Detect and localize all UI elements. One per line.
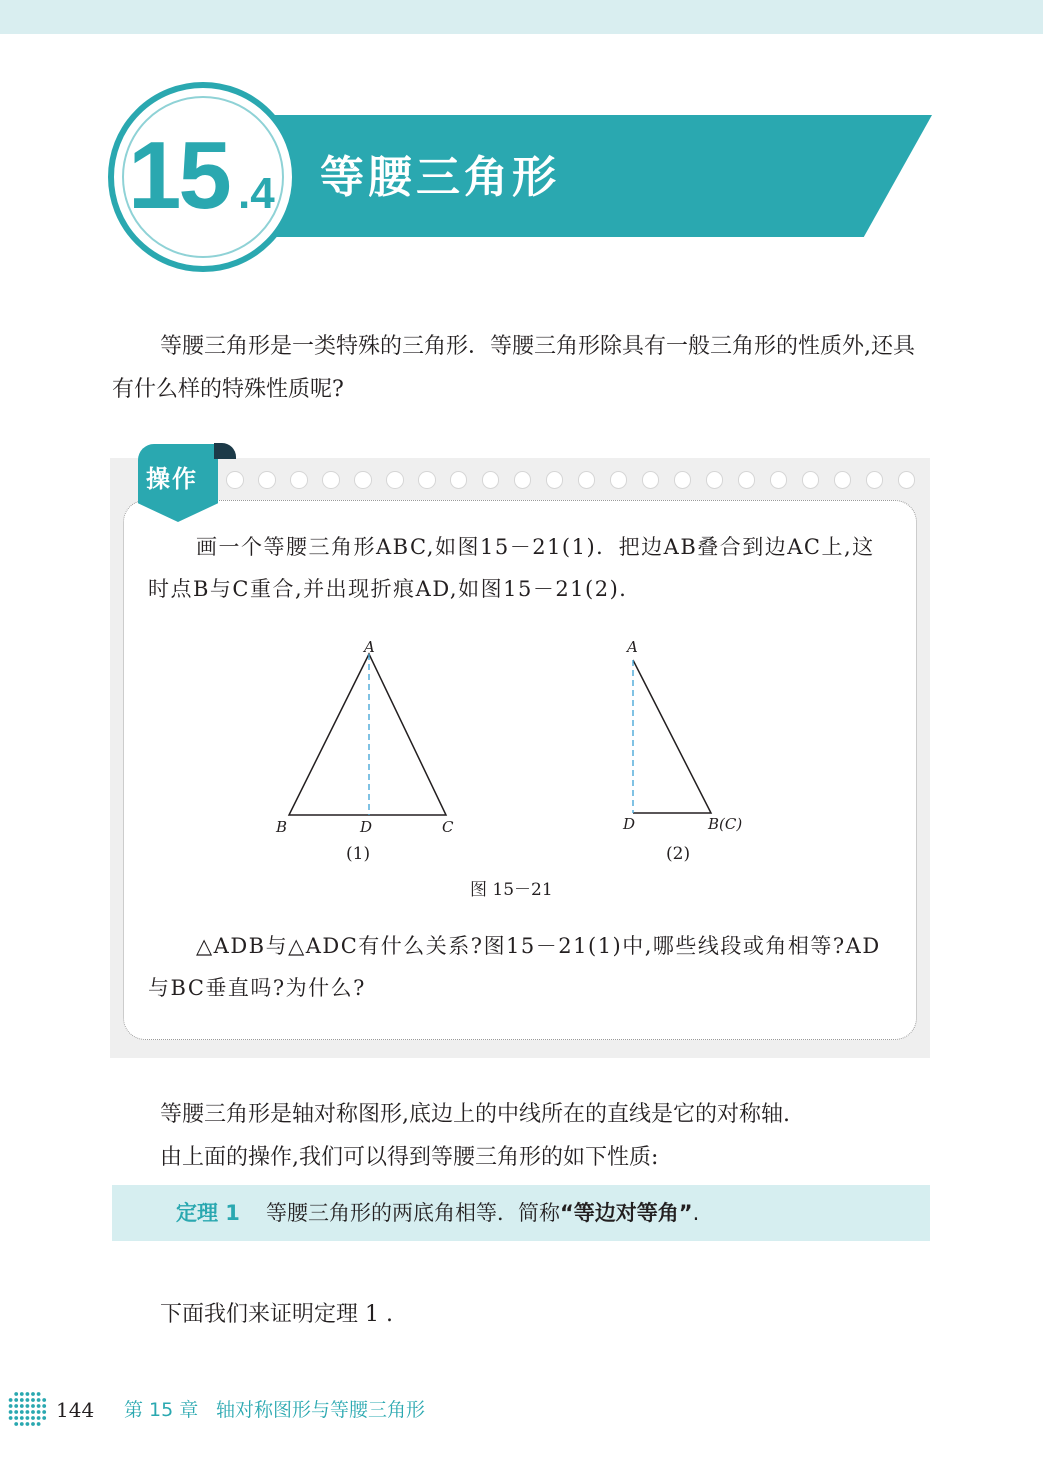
notebook-hole	[770, 471, 788, 489]
footer-dot	[26, 1404, 30, 1408]
theorem-short-name: “等边对等角”	[560, 1201, 693, 1225]
label-right-d: D	[623, 815, 636, 833]
figure-caption: 图 15－21	[470, 880, 553, 900]
notebook-hole	[290, 471, 308, 489]
footer-dot	[31, 1410, 35, 1414]
page-number: 144	[56, 1398, 95, 1422]
notebook-hole	[386, 471, 404, 489]
notebook-hole	[578, 471, 596, 489]
footer-dot	[37, 1392, 41, 1396]
subfigure-label-1: (1)	[346, 844, 371, 864]
notebook-hole	[866, 471, 884, 489]
footer-dot	[20, 1392, 24, 1396]
notebook-hole	[706, 471, 724, 489]
notebook-hole	[610, 471, 628, 489]
notebook-hole	[738, 471, 756, 489]
theorem-statement	[266, 1196, 699, 1230]
triangle-abc	[275, 638, 454, 836]
footer-dot	[26, 1422, 30, 1426]
folded-triangle	[622, 638, 742, 833]
footer-dot	[31, 1404, 35, 1408]
notebook-hole	[898, 471, 916, 489]
notebook-hole	[514, 471, 532, 489]
footer-dot	[14, 1410, 18, 1414]
section-number: 15	[128, 122, 229, 229]
symmetry-line-1: 等腰三角形是轴对称图形,底边上的中线所在的直线是它的对称轴.	[160, 1102, 790, 1127]
footer-dot	[37, 1422, 41, 1426]
intro-paragraph: 等腰三角形是一类特殊的三角形．等腰三角形除具有一般三角形的性质外,还具有什么样的特殊性质呢?	[112, 334, 915, 402]
section-sub-number: .4	[238, 169, 275, 218]
chapter-title: 轴对称图形与等腰三角形	[216, 1399, 426, 1421]
symmetry-line-2: 由上面的操作,我们可以得到等腰三角形的如下性质:	[160, 1145, 659, 1170]
footer-dot	[31, 1422, 35, 1426]
footer-dot	[20, 1410, 24, 1414]
footer-dot	[9, 1416, 13, 1420]
footer-dot	[26, 1398, 30, 1402]
footer-dot	[20, 1422, 24, 1426]
theorem-text: 等腰三角形的两底角相等．简称	[266, 1201, 560, 1225]
footer-dot	[26, 1416, 30, 1420]
footer-dot	[20, 1404, 24, 1408]
footer-dot	[9, 1398, 13, 1402]
theorem-label: 定理 1	[176, 1201, 240, 1225]
closing-paragraph: 下面我们来证明定理 1 .	[160, 1302, 393, 1327]
footer-dot	[42, 1416, 46, 1420]
label-left-a: A	[364, 638, 375, 656]
theorem-end: .	[692, 1201, 700, 1225]
footer-dot	[42, 1410, 46, 1414]
top-band	[0, 0, 1043, 34]
chapter-number: 第 15 章	[124, 1399, 199, 1421]
footer-dot	[31, 1416, 35, 1420]
footer-dot	[42, 1398, 46, 1402]
footer-dot	[14, 1404, 18, 1408]
footer-dot	[37, 1416, 41, 1420]
footer-dot	[42, 1404, 46, 1408]
footer-dot	[9, 1410, 13, 1414]
footer-dot	[26, 1410, 30, 1414]
label-right-bc: B(C)	[708, 815, 743, 833]
footer-dot	[14, 1398, 18, 1402]
footer-dot	[26, 1392, 30, 1396]
figure-15-21	[260, 630, 780, 870]
label-left-b: B	[276, 818, 288, 836]
notebook-holes	[226, 471, 926, 491]
notebook-hole	[834, 471, 852, 489]
activity-label: 操作	[146, 465, 198, 493]
symmetry-paragraph	[160, 1093, 920, 1179]
notebook-hole	[226, 471, 244, 489]
notebook-hole	[322, 471, 340, 489]
footer-dot	[37, 1398, 41, 1402]
section-title: 等腰三角形	[320, 152, 560, 203]
subfigure-label-2: (2)	[666, 844, 691, 864]
notebook-hole	[546, 471, 564, 489]
footer-dot	[37, 1404, 41, 1408]
label-right-a: A	[627, 638, 638, 656]
footer-dots-icon	[2, 1391, 48, 1427]
notebook-hole	[418, 471, 436, 489]
label-left-c: C	[442, 818, 454, 836]
footer-dot	[20, 1398, 24, 1402]
footer-dot	[31, 1392, 35, 1396]
activity-questions: △ADB与△ADC有什么关系?图15－21(1)中,哪些线段或角相等?AD与BC垂直吗?为什么?	[148, 934, 881, 1000]
activity-tab-fold	[214, 443, 236, 459]
notebook-hole	[450, 471, 468, 489]
notebook-hole	[354, 471, 372, 489]
footer-dot	[14, 1392, 18, 1396]
notebook-hole	[674, 471, 692, 489]
footer-dot	[37, 1410, 41, 1414]
label-left-d: D	[360, 818, 373, 836]
footer-dot	[9, 1404, 13, 1408]
footer-dot	[31, 1398, 35, 1402]
notebook-hole	[802, 471, 820, 489]
notebook-hole	[482, 471, 500, 489]
footer-dot	[20, 1416, 24, 1420]
notebook-hole	[642, 471, 660, 489]
notebook-hole	[258, 471, 276, 489]
footer-dot	[14, 1416, 18, 1420]
footer-dot	[14, 1422, 18, 1426]
activity-instructions: 画一个等腰三角形ABC,如图15－21(1)．把边AB叠合到边AC上,这时点B与C重合,并出现折痕AD,如图15－21(2)．	[148, 535, 875, 601]
